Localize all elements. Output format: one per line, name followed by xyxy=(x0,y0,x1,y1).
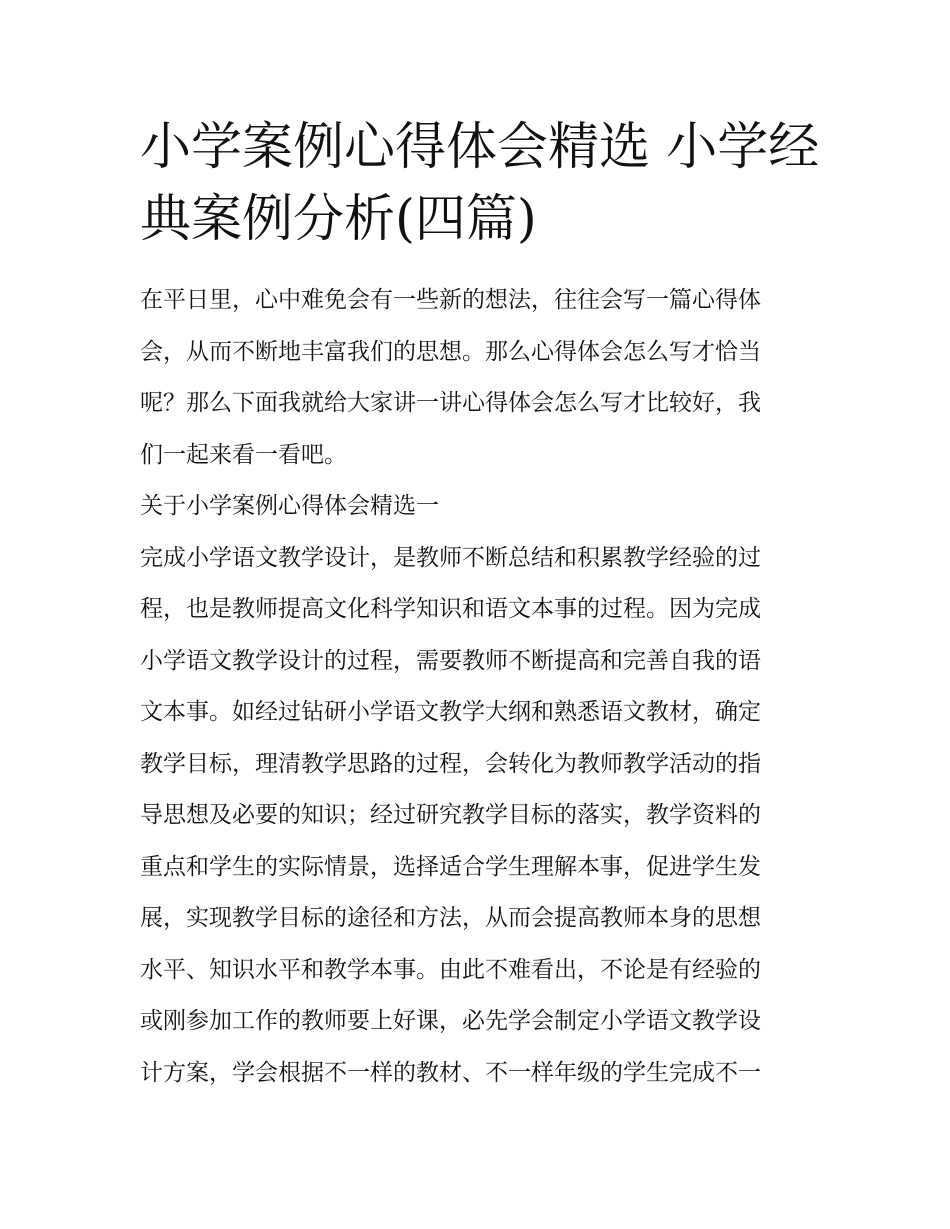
section-paragraph-line: 计方案，学会根据不一样的教材、不一样年级的学生完成不一 xyxy=(140,1059,761,1086)
section-paragraph-line: 导思想及必要的知识；经过研究教学目标的落实，教学资料的 xyxy=(140,802,761,828)
section-heading: 关于小学案例心得体会精选一 xyxy=(140,493,439,519)
section-paragraph-line: 或刚参加工作的教师要上好课，必先学会制定小学语文教学设 xyxy=(140,1008,761,1034)
title-line: 小学案例心得体会精选 小学经 xyxy=(140,118,820,177)
title-line: 典案例分析(四篇) xyxy=(140,190,537,249)
section-paragraph-line: 小学语文教学设计的过程，需要教师不断提高和完善自我的语 xyxy=(140,647,761,674)
intro-paragraph-line: 会，从而不断地丰富我们的思想。那么心得体会怎么写才恰当 xyxy=(140,338,761,365)
section-paragraph-line: 教学目标，理清教学思路的过程，会转化为教师教学活动的指 xyxy=(140,750,761,777)
document-title xyxy=(140,112,820,256)
intro-paragraph-line: 在平日里，心中难免会有一些新的想法，往往会写一篇心得体 xyxy=(140,287,761,313)
intro-paragraph-line: 呢？那么下面我就给大家讲一讲心得体会怎么写才比较好，我 xyxy=(140,390,761,416)
section-paragraph-line: 文本事。如经过钻研小学语文教学大纲和熟悉语文教材，确定 xyxy=(140,699,761,725)
section-paragraph-line: 重点和学生的实际情景，选择适合学生理解本事，促进学生发 xyxy=(140,853,761,880)
section-paragraph-line: 展，实现教学目标的途径和方法，从而会提高教师本身的思想 xyxy=(140,905,761,931)
intro-paragraph-line: 们一起来看一看吧。 xyxy=(140,441,347,468)
section-paragraph-line: 完成小学语文教学设计，是教师不断总结和积累教学经验的过 xyxy=(140,544,761,571)
section-paragraph-line: 程，也是教师提高文化科学知识和语文本事的过程。因为完成 xyxy=(140,596,761,622)
document-body xyxy=(140,275,820,1099)
section-paragraph-line: 水平、知识水平和教学本事。由此不难看出，不论是有经验的 xyxy=(140,956,761,983)
